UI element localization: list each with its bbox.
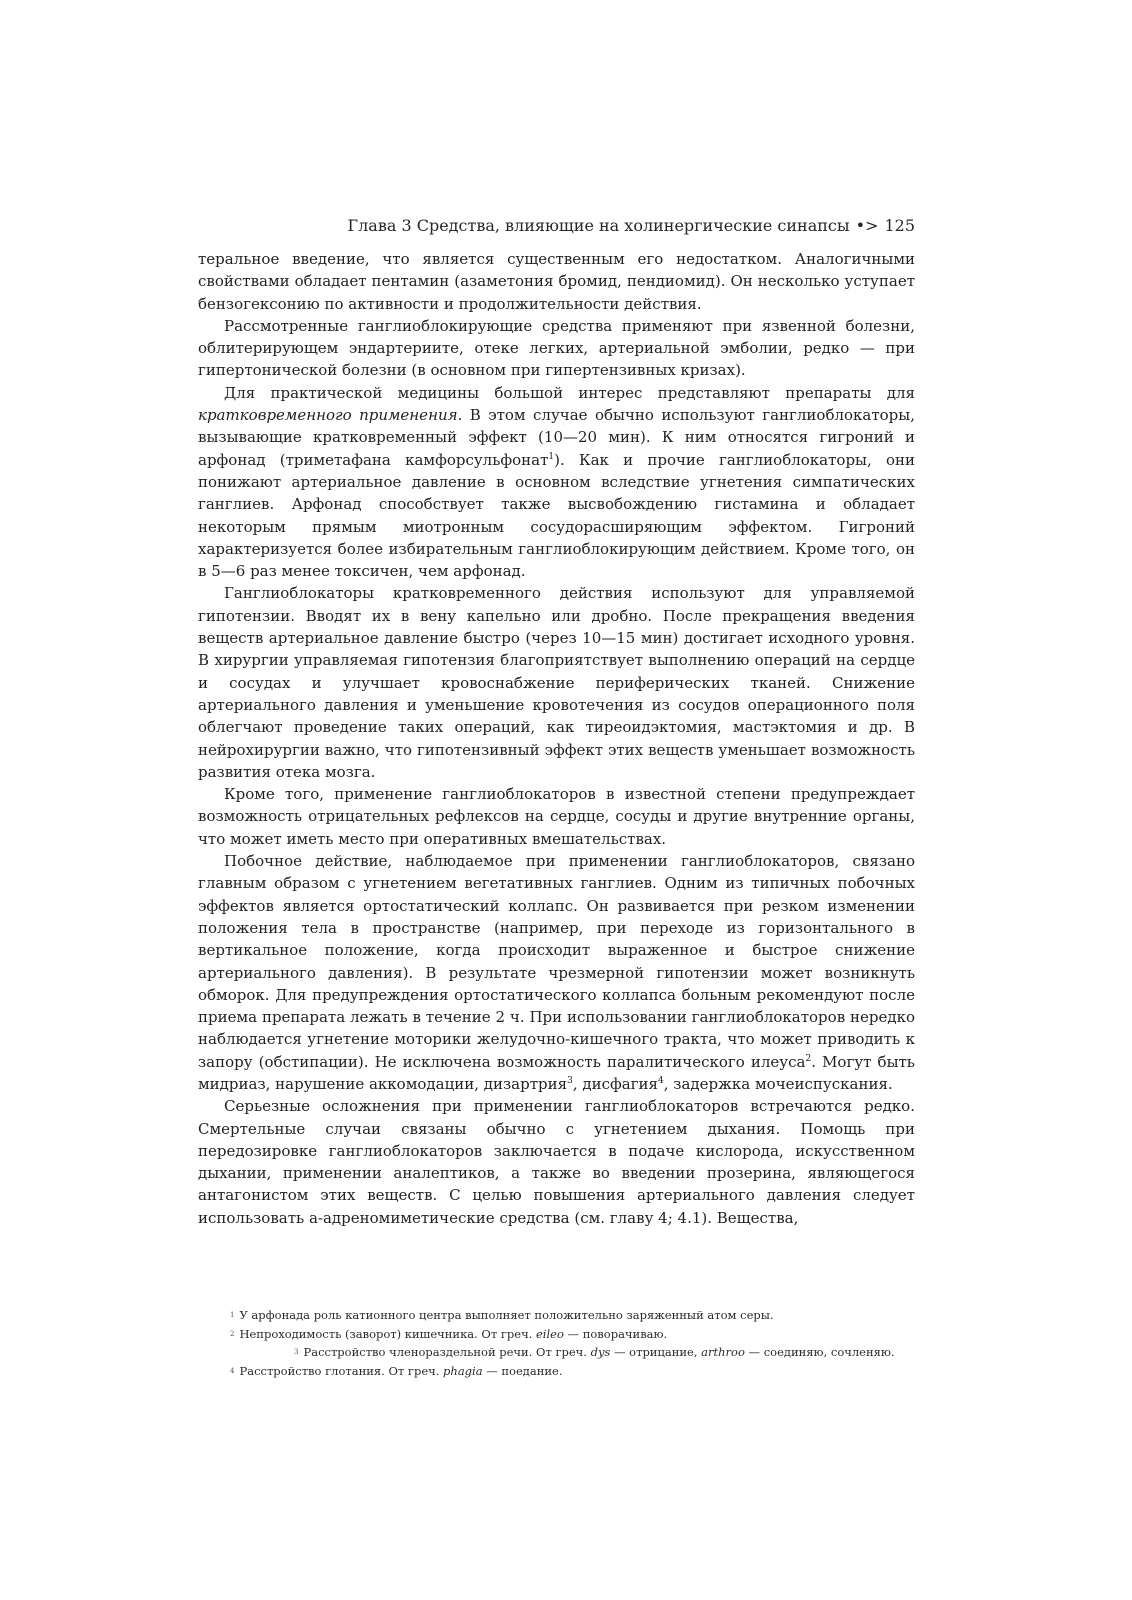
footnote-mark: 3 (294, 1348, 299, 1356)
running-title: Глава 3 Средства, влияющие на холинергические синапсы (347, 216, 850, 235)
paragraph-text: , задержка мочеиспускания. (663, 1074, 893, 1093)
footnote (230, 1325, 920, 1344)
footnote-text: — соединяю, сочленяю. (744, 1345, 895, 1359)
greek-term: dys (590, 1345, 611, 1359)
footnote-text: Непроходимость (заворот) кишечника. От греч. (239, 1326, 536, 1341)
body-text (198, 248, 915, 1229)
footnote-mark: 2 (230, 1329, 235, 1338)
paragraph-text: Для практической медицины большой интерес представляют препараты для (224, 383, 915, 402)
page-number: 125 (884, 216, 915, 235)
footnote-ref: 4 (658, 1075, 664, 1086)
footnote-ref: 1 (548, 451, 555, 462)
footnote-text: Расстройство членораздельной речи. От греч. (303, 1345, 591, 1359)
paragraph-text: ). Как и прочие ганглиоблокаторы, они понижают артериальное давление в основном вследствие угнетения симпатических ганглиев. Арфонад способствует также высвобождению гистамина и обладает некоторым прямым миотронным сосудорасширяющим эффектом. Гигроний характеризуется более избирательным ганглиоблокирующим действием. Кроме того, он в 5—6 раз менее токсичен, чем арфонад. (198, 450, 915, 581)
paragraph-text: , дисфагия (572, 1074, 659, 1093)
paragraph: Кроме того, применение ганглиоблокаторов в известной степени предупреждает возможность отрицательных рефлексов на сердце, сосуды и другие внутренние органы, что может иметь место при оперативных вмешательствах. (198, 785, 915, 848)
footnotes (230, 1306, 920, 1380)
header-separator: •> (855, 216, 879, 235)
paragraph: Серьезные осложнения при применении ганглиоблокаторов встречаются редко. Смертельные случаи связаны обычно с угнетением дыхания. Помощь при передозировке ганглиоблокаторов заключается в подаче кислорода, искусственном дыхании, применении аналептиков, а также во введении прозерина, являющегося антагонистом этих веществ. С целью повышения артериального давления следует использовать а-адреномиметические средства (см. главу 4; 4.1). Вещества, (198, 1097, 915, 1227)
paragraph-text: Побочное действие, наблюдаемое при применении ганглиоблокаторов, связано главным образом с угнетением вегетативных ганглиев. Одним из типичных побочных эффектов является ортостатический коллапс. Он развивается при резком изменении положения тела в пространстве (например, при переходе из горизонтального в вертикальное положение, когда происходит выраженное и быстрое снижение артериального давления). В результате чрезмерной гипотензии может возникнуть обморок. Для предупреждения ортостатического коллапса больным рекомендуют после приема препарата лежать в течение 2 ч. При использовании ганглиоблокаторов нередко наблюдается угнетение моторики желудочно-кишечного тракта, что может приводить к запору (обстипации). Не исключена возможность паралитического илеуса (198, 852, 915, 1071)
emphasis-text: кратковременного применения. (198, 406, 463, 425)
footnote-text: — поворачиваю. (563, 1326, 668, 1341)
footnote (230, 1362, 920, 1381)
paragraph (198, 382, 915, 583)
footnote-text: — поедание. (482, 1363, 563, 1378)
greek-term: arthroo (701, 1345, 745, 1359)
paragraph: теральное введение, что является существенным его недостатком. Аналогичными свойствами обладает пентамин (азаметония бромид, пендиомид). Он несколько уступает бензогексонию по активности и продолжительности действия. (198, 250, 915, 313)
greek-term: phagia (443, 1363, 483, 1378)
footnote-mark: 1 (230, 1311, 235, 1319)
running-header (198, 216, 915, 236)
paragraph: Рассмотренные ганглиоблокирующие средства применяют при язвенной болезни, облитерирующем эндартериите, отеке легких, артериальной эмболии, редко — при гипертонической болезни (в основном при гипертензивных кризах). (198, 316, 915, 380)
paragraph-text: В этом случае обычно используют ганглиоблокаторы, вызывающие кратковременный эффект (10—20 мин). К ним относятся гигроний и арфонад (триметафана камфорсульфонат (198, 406, 915, 469)
paragraph-text: . Могут быть мидриаз, нарушение аккомодации, дизартрия (198, 1052, 915, 1093)
footnote (230, 1343, 920, 1362)
footnote-text: Расстройство глотания. От греч. (239, 1363, 444, 1378)
footnote (230, 1306, 920, 1325)
footnote-mark: 4 (230, 1366, 235, 1375)
paragraph (198, 850, 915, 1095)
greek-term: eileo (536, 1326, 564, 1341)
footnote-text: — отрицание, (610, 1345, 702, 1359)
footnote-text: У арфонада роль катионного центра выполняет положительно заряженный атом серы. (239, 1308, 774, 1322)
footnote-ref: 3 (567, 1075, 573, 1086)
paragraph: Ганглиоблокаторы кратковременного действия используют для управляемой гипотензии. Вводят их в вену капельно или дробно. После прекращения введения веществ артериальное давление быстро (через 10—15 мин) достигает исходного уровня. В хирургии управляемая гипотензия благоприятствует выполнению операций на сердце и сосудах и улучшает кровоснабжение периферических тканей. Снижение артериального давления и уменьшение кровотечения из сосудов операционного поля облегчают проведение таких операций, как тиреоидэктомия, мастэктомия и др. В нейрохирургии важно, что гипотензивный эффект этих веществ уменьшает возможность развития отека мозга. (198, 584, 915, 781)
footnote-ref: 2 (805, 1053, 812, 1064)
